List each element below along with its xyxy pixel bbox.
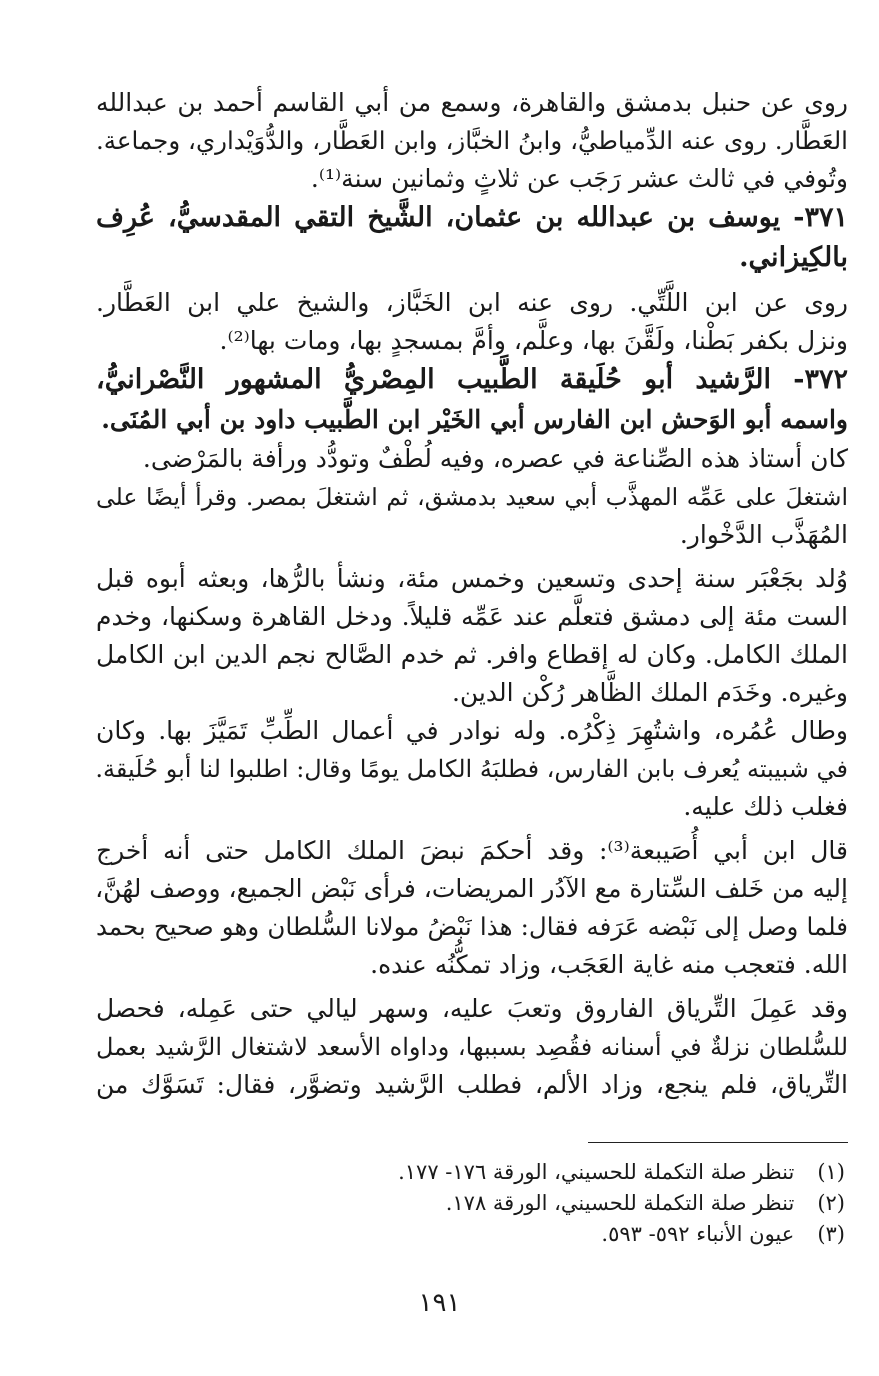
text-line: وغيره. وخَدَم الملك الظَّاهر رُكْن الدين.: [451, 678, 848, 707]
text-line: في شبيبته يُعرف بابن الفارس، فطلبَهُ الكامل يومًا وقال: اطلبوا لنا أبو حُلَيقة.: [95, 755, 848, 783]
page-body: [96, 84, 848, 1104]
entry-heading: واسمه أبو الوَحش ابن الفارس أبي الخَيْر ابن الطَّبيب داود بن أبي المُنَى.: [101, 405, 848, 434]
text-line: الملك الكامل. وكان له إقطاع وافر. ثم خدم الصَّالح نجم الدين ابن الكامل: [96, 640, 848, 669]
text-line: التِّرياق، فلم ينجع، وزاد الألم، فطلب الرَّشيد وتضوَّر، فقال: تَسَوَّك من: [96, 1070, 848, 1099]
text-line: روى عن حنبل بدمشق والقاهرة، وسمع من أبي القاسم أحمد بن عبدالله: [96, 88, 848, 117]
text-line: كان أستاذ هذه الصِّناعة في عصره، وفيه لُطْفٌ وتودُّد ورأفة بالمَرْضى.: [142, 444, 848, 473]
text-line: وطال عُمُره، واشتُهِرَ ذِكْرُه. وله نوادر في أعمال الطِّبِّ تَمَيَّزَ بها. وكان: [96, 716, 848, 745]
footnote-number: (١): [817, 1160, 845, 1184]
text-line: إليه من خَلف السِّتارة مع الآدُر المريضات، فرأى نَبْض الجميع، ووصف لهُنَّ،: [95, 874, 848, 903]
text-line: فغلب ذلك عليه.: [683, 792, 848, 821]
footnote-text: عيون الأنباء ٥٩٢- ٥٩٣.: [601, 1222, 795, 1246]
footnote-number: (٣): [817, 1222, 845, 1246]
footnote-divider: [588, 1142, 848, 1143]
text-line: وُلد بجَعْبَر سنة إحدى وتسعين وخمس مئة، ونشأ بالرُّها، وبعثه أبوه قبل: [96, 564, 848, 593]
footnote: [85, 1157, 845, 1188]
text-line: الست مئة إلى دمشق فتعلَّم عند عَمِّه قليلاً. ودخل القاهرة وسكنها، وخدم: [96, 602, 848, 631]
text-line: فلما وصل إلى نَبْضه عَرَفه فقال: هذا نَبْضُ مولانا السُّلطان وهو صحيح بحمد: [96, 912, 848, 941]
footnote-number: (٢): [817, 1191, 845, 1215]
footnote: [85, 1219, 845, 1250]
text-line: اشتغلَ على عَمِّه المهذَّب أبي سعيد بدمشق، ثم اشتغلَ بمصر. وقرأ أيضًا على: [96, 483, 848, 511]
entry-heading: بالكِيزاني.: [739, 242, 848, 273]
footnote-text: تنظر صلة التكملة للحسيني، الورقة ١٧٦- ١٧٧.: [398, 1160, 795, 1184]
footnotes: [85, 1157, 845, 1250]
text-line: قال ابن أبي أُصَيبعة⁽³⁾: وقد أحكمَ نبضَ الملك الكامل حتى أنه أخرج: [96, 836, 848, 865]
footnote-text: تنظر صلة التكملة للحسيني، الورقة ١٧٨.: [445, 1191, 795, 1215]
text-line: وتُوفي في ثالث عشر رَجَب عن ثلاثٍ وثمانين سنة⁽¹⁾.: [310, 164, 848, 193]
footnote: [85, 1188, 845, 1219]
text-line: العَطَّار. روى عنه الدِّمياطيُّ، وابنُ الخبَّاز، وابن العَطَّار، والدُّوَيْداري، وجماعة.: [96, 126, 848, 155]
entry-heading: ٣٧٢- الرَّشيد أبو حُلَيقة الطَّبيب المِصْريُّ المشهور النَّصْرانيُّ،: [96, 364, 848, 395]
text-line: روى عن ابن اللَّتِّي. روى عنه ابن الخَبَّاز، والشيخ علي ابن العَطَّار.: [96, 288, 848, 317]
text-line: وقد عَمِلَ التِّرياق الفاروق وتعبَ عليه، وسهر ليالي حتى عَمِله، فحصل: [96, 994, 848, 1023]
page-number: ١٩١: [418, 1288, 461, 1318]
text-line: ونزل بكفر بَطْنا، ولَقَّنَ بها، وعلَّم، وأمَّ بمسجدٍ بها، ومات بها⁽²⁾.: [219, 326, 848, 355]
entry-heading: ٣٧١- يوسف بن عبدالله بن عثمان، الشَّيخ التقي المقدسيُّ، عُرِف: [96, 202, 848, 233]
text-line: المُهَذَّب الدَّخْوار.: [679, 520, 848, 549]
text-line: للسُّلطان نزلةٌ في أسنانه فقُصِد بسببها، وداواه الأسعد لاشتغال الرَّشيد بعمل: [96, 1033, 849, 1061]
text-line: الله. فتعجب منه غاية العَجَب، وزاد تمكُّنُه عنده.: [370, 950, 848, 979]
